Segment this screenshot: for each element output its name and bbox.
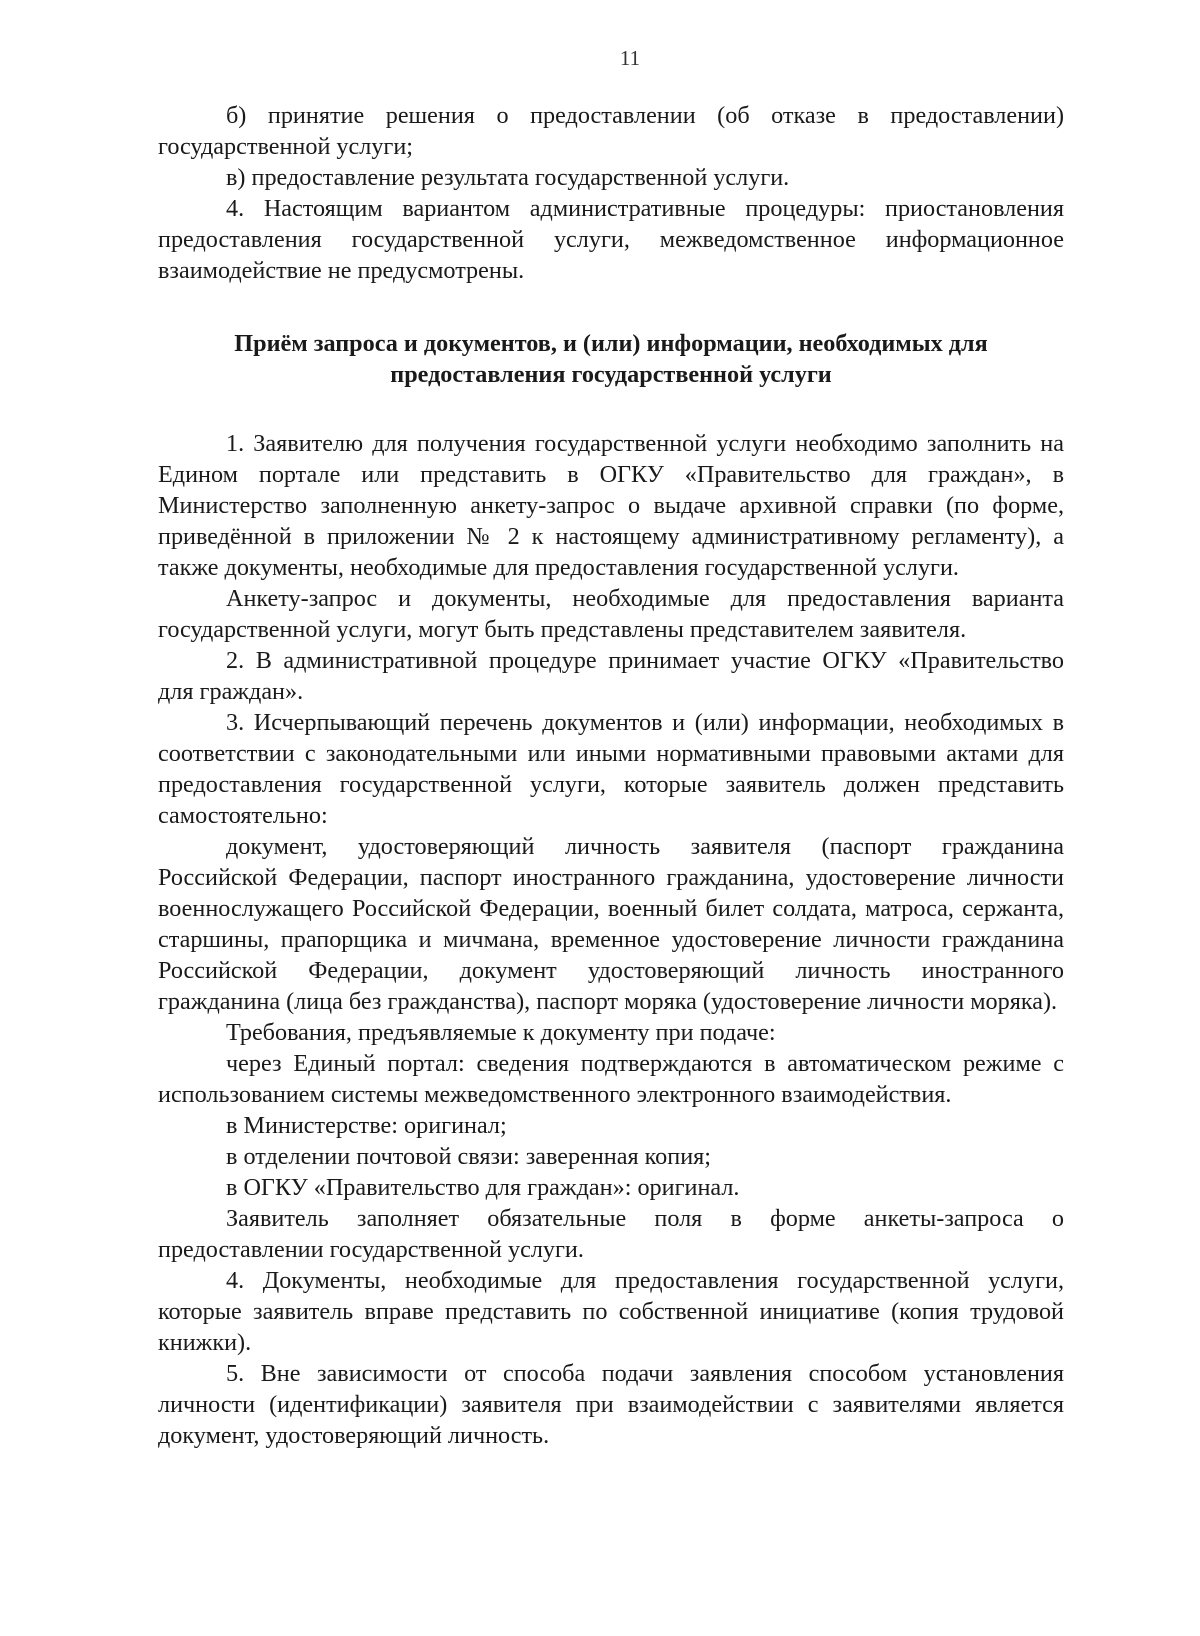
paragraph-identity-document: документ, удостоверяющий личность заявителя (паспорт гражданина Российской Федерации, паспорт иностранного гражданина, удостоверение личности военнослужащего Российской Федерации, военный билет солдата, матроса, сержанта, старшины, прапорщика и мичмана, временное удостоверение личности гражданина Российской Федерации, документ удостоверяющий личность иностранного гражданина (лица без гражданства), паспорт моряка (удостоверение личности моряка). <box>158 833 1064 1015</box>
document-body <box>158 100 1064 1451</box>
paragraph-portal: через Единый портал: сведения подтверждаются в автоматическом режиме с использованием системы межведомственного электронного взаимодействия. <box>158 1050 1064 1108</box>
page-number: 11 <box>619 46 641 70</box>
paragraph-requirements: Требования, предъявляемые к документу при подаче: <box>226 1019 776 1046</box>
paragraph-applicant-request: 1. Заявителю для получения государственной услуги необходимо заполнить на Едином портале или представить в ОГКУ «Правительство для граждан», в Министерство заполненную анкету-запрос о выдаче архивной справки (по форме, приведённой в приложении № 2 к настоящему административному регламенту), а также документы, необходимые для предоставления государственной услуги. <box>158 430 1064 581</box>
paragraph-representative: Анкету-запрос и документы, необходимые для предоставления варианта государственной услуги, могут быть представлены представителем заявителя. <box>158 585 1064 643</box>
paragraph-ogku: в ОГКУ «Правительство для граждан»: оригинал. <box>226 1174 740 1201</box>
paragraph-mandatory-fields: Заявитель заполняет обязательные поля в форме анкеты-запроса о предоставлении государственной услуги. <box>158 1205 1064 1263</box>
paragraph-ministry: в Министерстве: оригинал; <box>226 1112 507 1139</box>
section-heading: Приём запроса и документов, и (или) информации, необходимых для предоставления государственной услуги <box>234 330 988 388</box>
paragraph-post-office: в отделении почтовой связи: заверенная копия; <box>226 1143 711 1170</box>
paragraph-document-list: 3. Исчерпывающий перечень документов и (или) информации, необходимых в соответствии с законодательными или иными нормативными правовыми актами для предоставления государственной услуги, которые заявитель должен представить самостоятельно: <box>158 709 1064 829</box>
paragraph-procedures-not-provided: 4. Настоящим вариантом административные процедуры: приостановления предоставления государственной услуги, межведомственное информационное взаимодействие не предусмотрены. <box>158 195 1064 284</box>
paragraph-decision: б) принятие решения о предоставлении (об отказе в предоставлении) государственной услуги; <box>158 102 1064 160</box>
paragraph-optional-documents: 4. Документы, необходимые для предоставления государственной услуги, которые заявитель вправе представить по собственной инициативе (копия трудовой книжки). <box>158 1267 1064 1356</box>
paragraph-result: в) предоставление результата государственной услуги. <box>226 164 790 191</box>
paragraph-participant: 2. В административной процедуре принимает участие ОГКУ «Правительство для граждан». <box>158 647 1064 705</box>
paragraph-identification: 5. Вне зависимости от способа подачи заявления способом установления личности (идентификации) заявителя при взаимодействии с заявителями является документ, удостоверяющий личность. <box>158 1360 1064 1449</box>
